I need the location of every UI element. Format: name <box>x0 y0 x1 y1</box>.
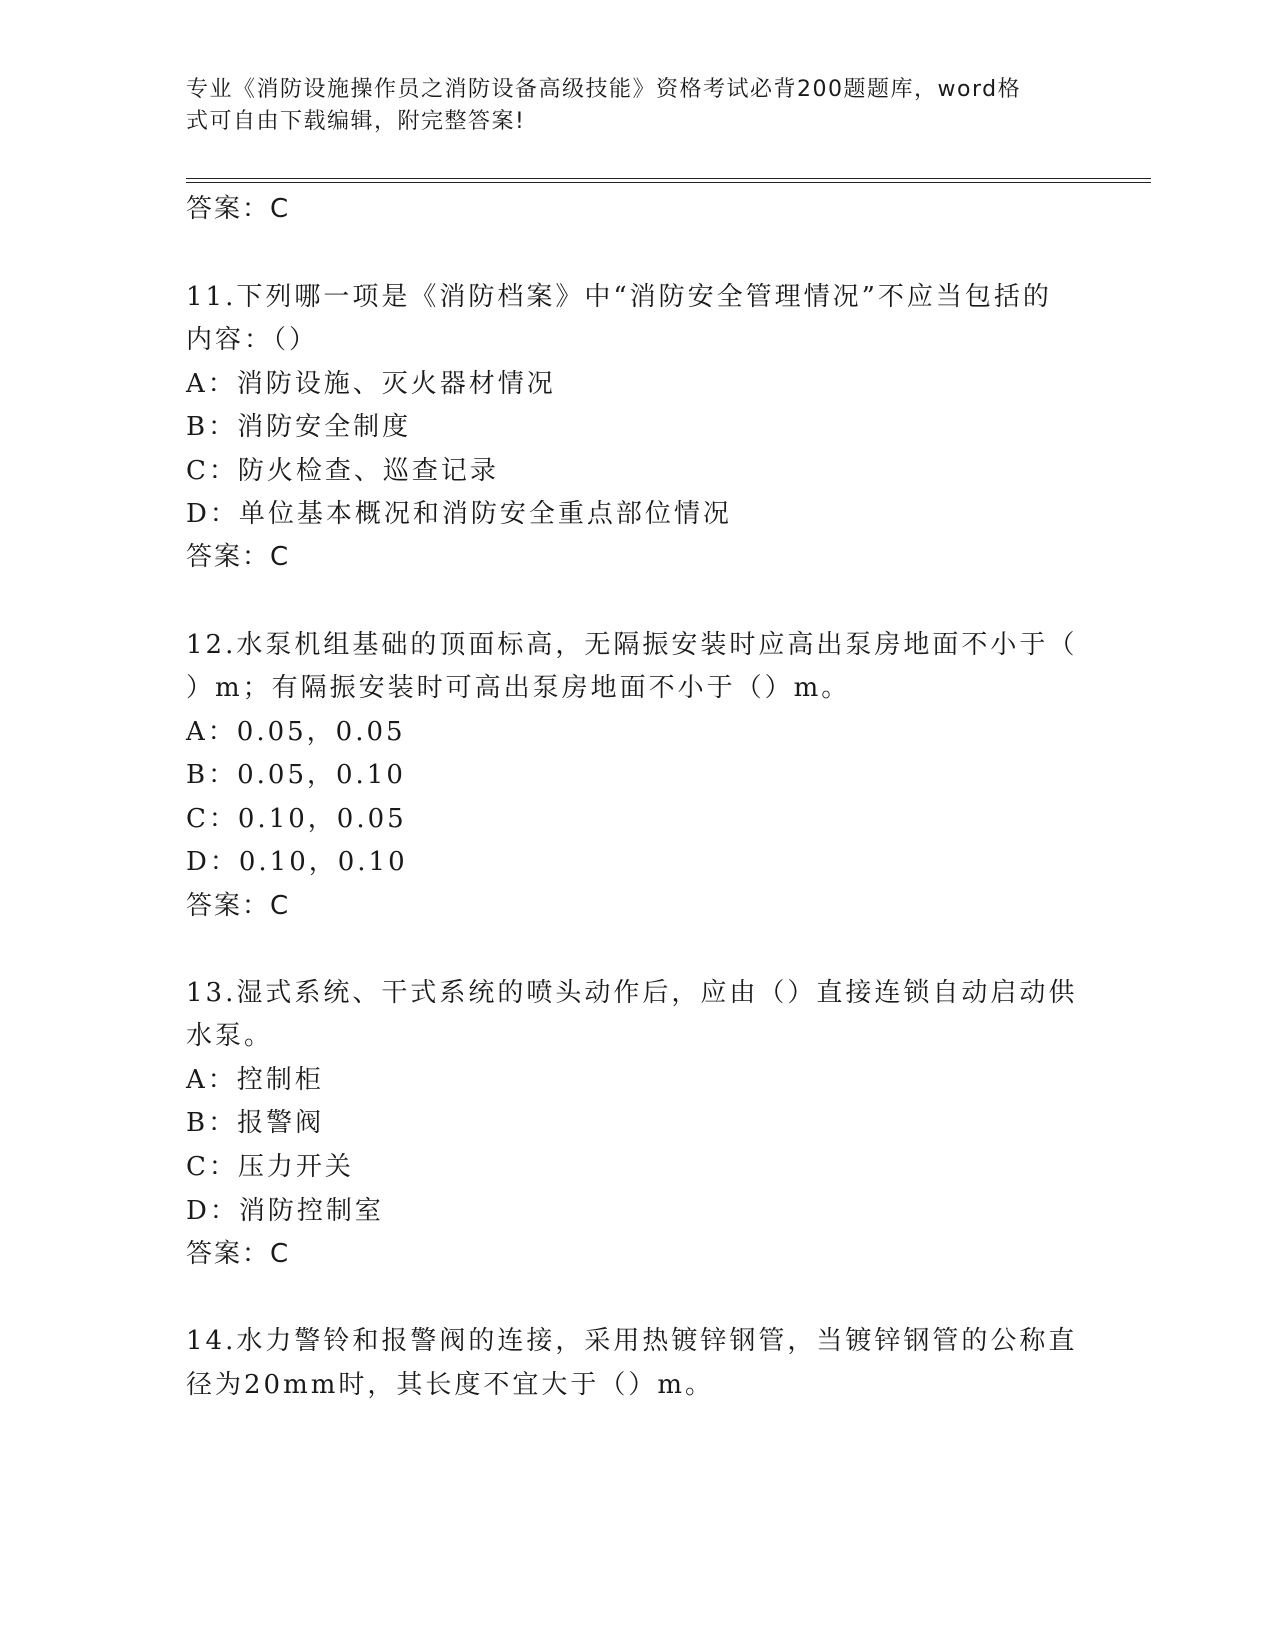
q11-option-b: B：消防安全制度 <box>186 412 412 442</box>
q14-stem-line-2: 径为20mm时，其长度不宜大于（）m。 <box>186 1370 715 1400</box>
q11-stem-line-2: 内容：（） <box>186 325 319 355</box>
q13-stem-line-2: 水泵。 <box>186 1021 274 1051</box>
q12-option-b: B：0.05，0.10 <box>186 760 406 790</box>
q13-stem-line-1: 13.湿式系统、干式系统的喷头动作后，应由（）直接连锁自动启动供 <box>186 978 1078 1008</box>
q13-option-c: C：压力开关 <box>186 1152 354 1182</box>
q12-option-c: C：0.10，0.05 <box>186 804 407 834</box>
q11-option-c: C：防火检查、巡查记录 <box>186 456 499 486</box>
q11-stem-line-1: 11.下列哪一项是《消防档案》中“消防安全管理情况”不应当包括的 <box>186 282 1052 312</box>
q13-option-a: A：控制柜 <box>186 1065 324 1095</box>
q14-stem-line-1: 14.水力警铃和报警阀的连接，采用热镀锌钢管，当镀锌钢管的公称直 <box>186 1326 1078 1356</box>
q13-answer: 答案：C <box>186 1239 291 1269</box>
q12-option-a: A：0.05，0.05 <box>186 717 406 747</box>
q12-option-d: D：0.10，0.10 <box>186 847 408 877</box>
q11-answer: 答案：C <box>186 542 291 572</box>
header-divider-bottom <box>186 182 1151 183</box>
q12-stem-line-2: ）m；有隔振安装时可高出泵房地面不小于（）m。 <box>186 673 851 703</box>
answer-previous: 答案：C <box>186 194 291 224</box>
q13-option-b: B：报警阀 <box>186 1108 325 1138</box>
header-line-2: 式可自由下载编辑，附完整答案! <box>186 109 526 134</box>
page-header <box>186 74 1086 138</box>
header-divider-top <box>186 178 1151 179</box>
q11-option-d: D：单位基本概况和消防安全重点部位情况 <box>186 499 732 529</box>
q12-stem-line-1: 12.水泵机组基础的顶面标高，无隔振安装时应高出泵房地面不小于（ <box>186 630 1078 660</box>
q11-option-a: A：消防设施、灭火器材情况 <box>186 369 556 399</box>
q12-answer: 答案：C <box>186 891 291 921</box>
q13-option-d: D：消防控制室 <box>186 1196 384 1226</box>
header-line-1: 专业《消防设施操作员之消防设备高级技能》资格考试必背200题题库，word格 <box>186 77 1022 102</box>
